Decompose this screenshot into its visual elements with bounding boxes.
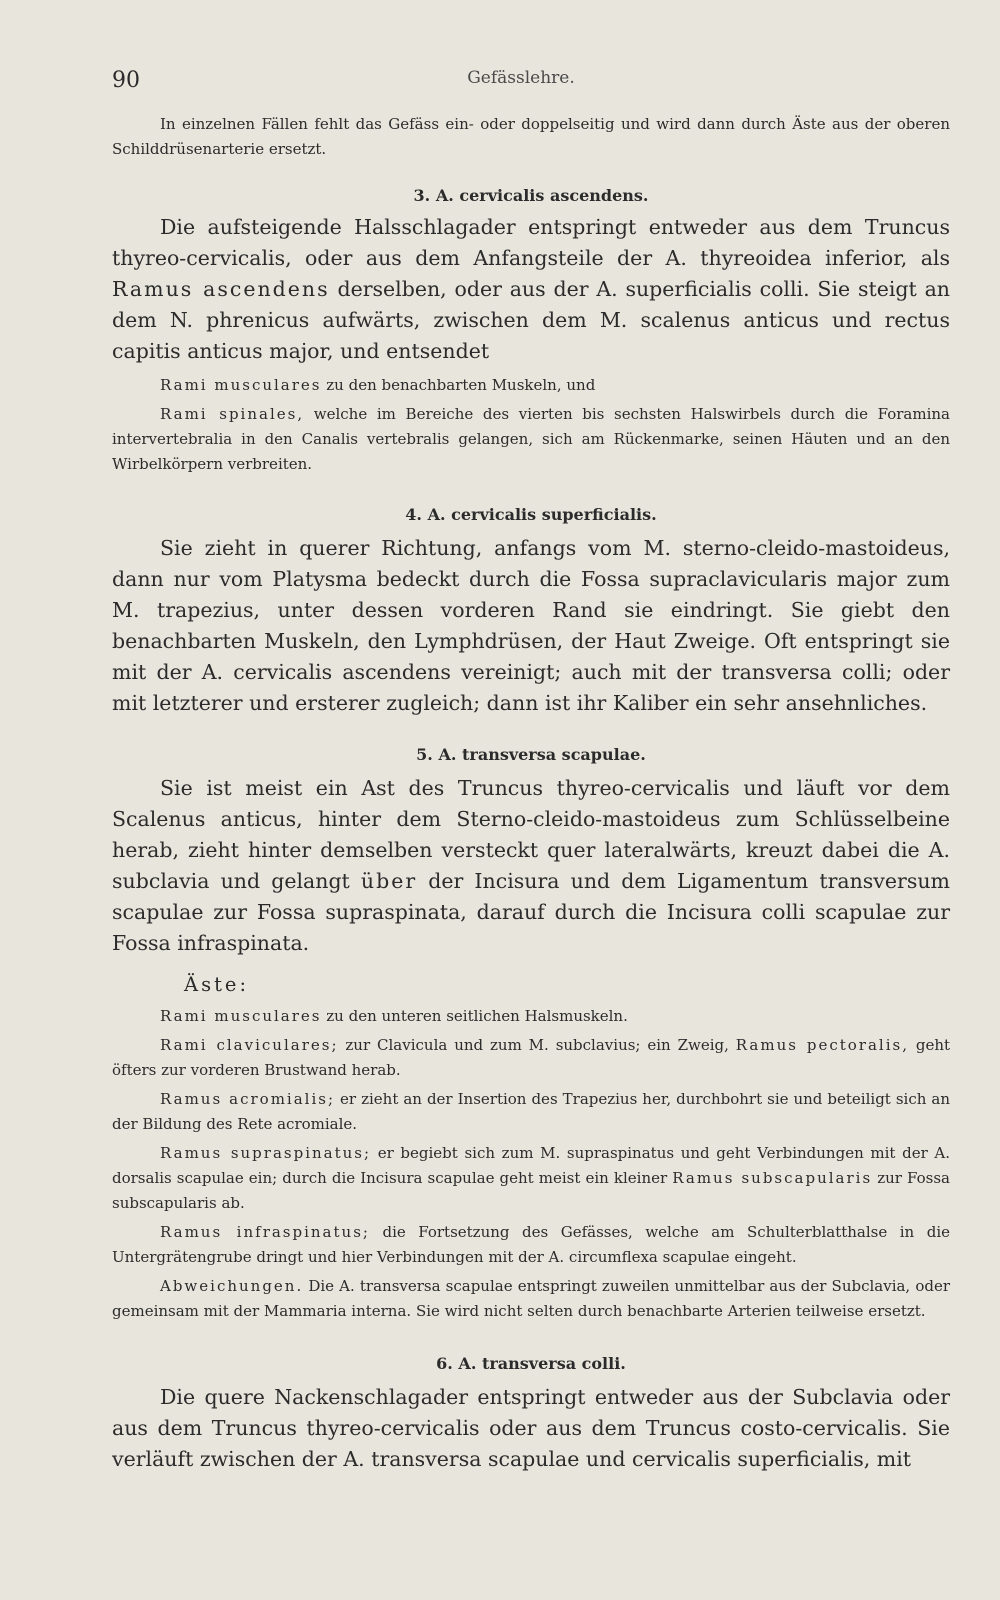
section-5-branch-4 [112, 1141, 950, 1216]
running-head: Gefässlehre. [467, 68, 575, 88]
section-5-title: 5. A. transversa scapulae. [416, 745, 646, 764]
text-run: er zieht an der Insertion des Trapezius her, durchbohrt sie und beteiligt sich an der Bildung des Rete acromiale. [112, 1090, 950, 1133]
section-5-branch-2 [112, 1033, 950, 1083]
text-run: zur Fossa subscapularis ab. [112, 1169, 950, 1212]
text-run: welche im Bereiche des vierten bis sechsten Halswirbels durch die Foramina intervertebralia in den Canalis vertebralis gelangen, sich am Rückenmarke, seinen Häuten und an den Wirbelkörpern verbreiten. [112, 405, 950, 473]
text-run: er begiebt sich zum M. supraspinatus und geht Verbindungen mit der A. dorsalis scapulae ein; durch die Incisura scapulae geht meist ein kleiner [112, 1144, 951, 1187]
text-run: derselben, oder aus der A. superficialis colli. Sie steigt an dem N. phrenicus aufwärts, zwischen dem M. scalenus anticus und rectus capitis anticus major, und entsendet [112, 277, 950, 363]
section-3-branch-2 [112, 402, 950, 477]
section-4-paragraph: Sie zieht in querer Richtung, anfangs vom M. sterno-cleido-mastoideus, dann nur vom Platysma bedeckt durch die Fossa supraclavicularis major zum M. trapezius, unter dessen vorderen Rand sie eindringt. Sie giebt den benachbarten Muskeln, den Lymphdrüsen, der Haut Zweige. Oft entspringt sie mit der A. cervicalis ascendens vereinigt; auch mit der transversa colli; oder mit letzterer und ersterer zugleich; dann ist ihr Kaliber ein sehr ansehnliches. [112, 536, 950, 715]
branches-heading: Äste: [184, 973, 250, 996]
section-5-branch-1 [112, 1004, 950, 1029]
section-3-title: 3. A. cervicalis ascendens. [413, 186, 649, 205]
spaced-term: über [360, 869, 418, 893]
section-3-branch-1 [112, 373, 950, 398]
section-4-title: 4. A. cervicalis superficialis. [405, 505, 657, 524]
text-run: zur Clavicula und zum M. subclavius; ein Zweig, [338, 1036, 736, 1054]
section-3-paragraph [112, 212, 950, 367]
text-run: Die aufsteigende Halsschlagader entspringt entweder aus dem Truncus thyreo-cervicalis, oder aus dem Anfangsteile der A. thyreoidea inferior, als [112, 215, 950, 270]
page-header [112, 68, 930, 100]
spaced-term: Ramus ascendens [112, 277, 330, 301]
text-run: zu den unteren seitlichen Halsmuskeln. [321, 1007, 628, 1025]
text-run: geht öfters zur vorderen Brustwand herab. [112, 1036, 951, 1079]
text-run: der Incisura und dem Ligamentum transversum scapulae zur Fossa supraspinata, darauf durch die Incisura colli scapulae zur Fossa infraspinata. [112, 869, 950, 955]
section-6-title: 6. A. transversa colli. [436, 1354, 626, 1373]
section-5-variations [112, 1274, 950, 1324]
spaced-term: Ramus pectoralis, [735, 1036, 909, 1054]
text-run: Die A. transversa scapulae entspringt zuweilen unmittelbar aus der Subclavia, oder gemeinsam mit der Mammaria interna. Sie wird nicht selten durch benachbarte Arterien teilweise ersetzt. [112, 1277, 950, 1320]
spaced-term: Ramus subscapularis [672, 1169, 873, 1187]
section-5-paragraph [112, 773, 950, 959]
spaced-term: Rami musculares [160, 376, 322, 394]
spaced-term: Rami spinales, [160, 405, 305, 423]
spaced-term: Ramus acromialis; [160, 1090, 336, 1108]
text-run: die Fortsetzung des Gefässes, welche am Schulterblatthalse in die Untergrätengrube dringt und hier Verbindungen mit der A. circumflexa scapulae eingeht. [112, 1223, 950, 1266]
spaced-term: Abweichungen. [160, 1277, 304, 1295]
section-5-branch-5 [112, 1220, 950, 1270]
text-run: zu den benachbarten Muskeln, und [321, 376, 596, 394]
text-run: Sie ist meist ein Ast des Truncus thyreo-cervicalis und läuft vor dem Scalenus anticus, hinter dem Sterno-cleido-mastoideus zum Schlüsselbeine herab, zieht hinter demselben versteckt quer lateralwärts, kreuzt dabei die A. subclavia und gelangt [112, 776, 950, 893]
section-6-paragraph: Die quere Nackenschlagader entspringt entweder aus der Subclavia oder aus dem Truncus thyreo-cervicalis oder aus dem Truncus costo-cervicalis. Sie verläuft zwischen der A. transversa scapulae und cervicalis superficialis, mit [112, 1385, 950, 1471]
intro-note: In einzelnen Fällen fehlt das Gefäss ein- oder doppelseitig und wird dann durch Äste aus der oberen Schilddrüsenarterie ersetzt. [112, 115, 950, 158]
page-number: 90 [112, 68, 140, 93]
section-5-branch-3 [112, 1087, 950, 1137]
spaced-term: Rami musculares [160, 1007, 322, 1025]
spaced-term: Ramus infraspinatus; [160, 1223, 370, 1241]
spaced-term: Ramus supraspinatus; [160, 1144, 372, 1162]
page-body [112, 112, 950, 1475]
spaced-term: Rami claviculares; [160, 1036, 339, 1054]
